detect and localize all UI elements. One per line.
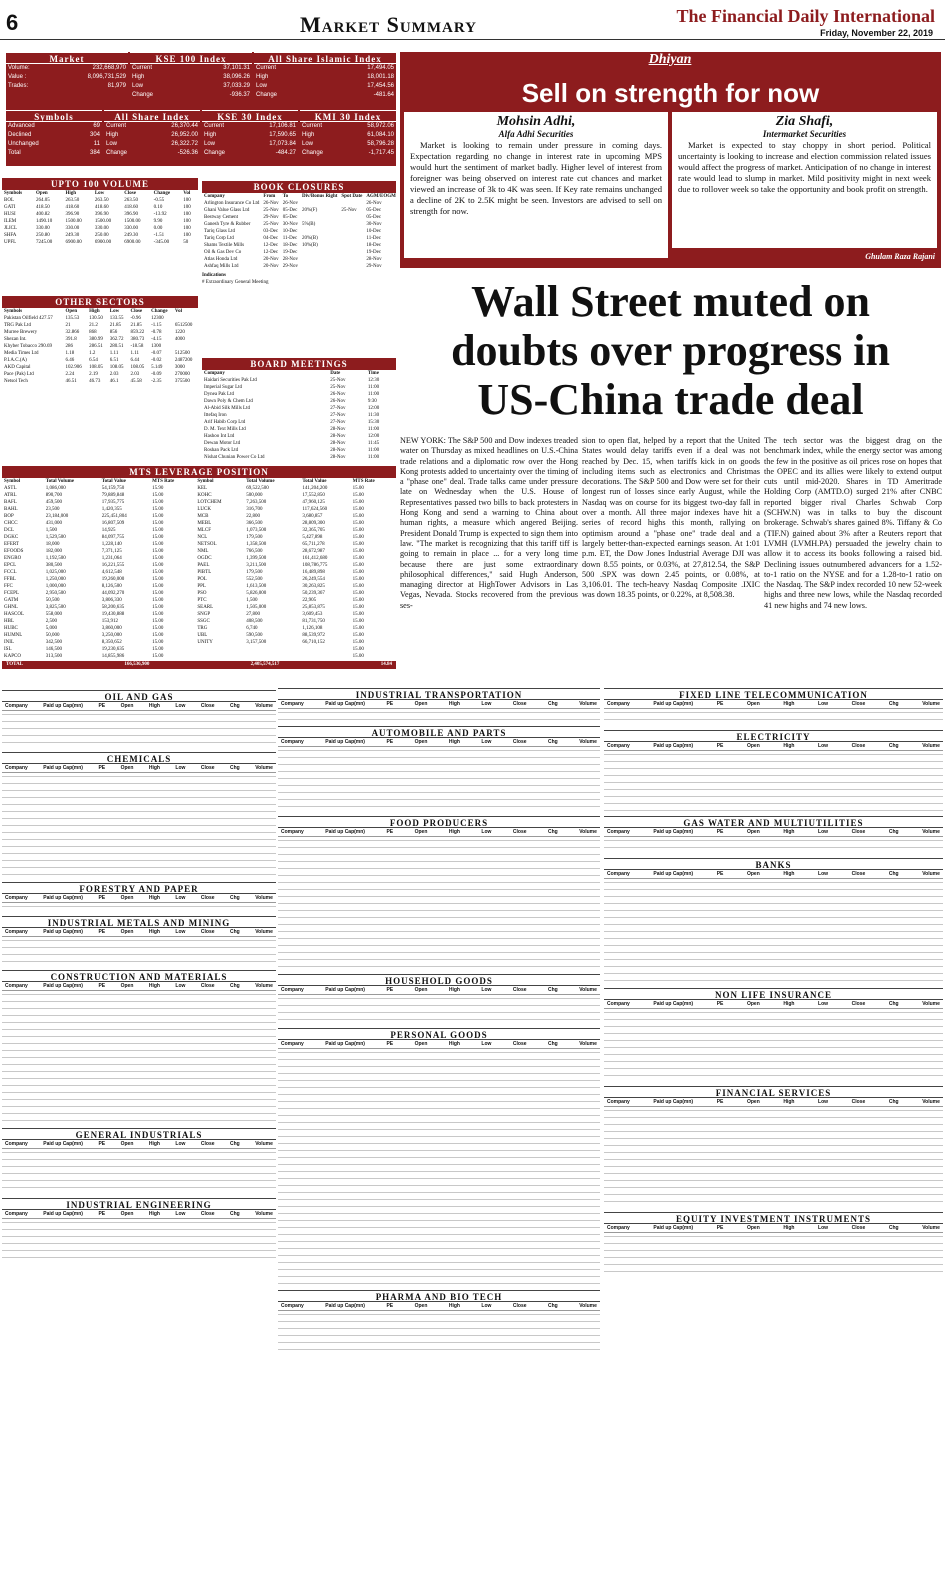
sector-rows xyxy=(604,1009,943,1081)
mts-row: EFOODS 182,000 7,371,125 15.00 NML 766,500 28,672,987 15.00 xyxy=(4,549,364,554)
analyst-1-org: Alfa Adhi Securities xyxy=(498,129,574,139)
board-row: Nishat Chunian Power Co Ltd 28-Nov 11:00 xyxy=(204,455,380,460)
sector-rows xyxy=(278,1049,600,1285)
board-row: Al-Abid Silk Mills Ltd 27-Nov 12:00 xyxy=(204,406,380,411)
other-row: Murree Brewery 32.866 868 856 859.22 -0.78 1220 xyxy=(4,330,185,335)
sector-table xyxy=(604,1212,943,1273)
sector-title: PHARMA AND BIO TECH xyxy=(278,1290,600,1302)
market-title: Market xyxy=(6,52,128,64)
mts-row: GATM 50,500 3,806,330 15.00 PTC 1,500 22,905 15.00 xyxy=(4,598,364,603)
board-row: Hashoo Int Ltd 28-Nov 12:00 xyxy=(204,434,380,439)
sector-column-header: Company Paid up Cap(mn) PE Open High Low Close Chg Volume xyxy=(604,828,943,837)
book-note-2: # Extraordinary General Meeting xyxy=(202,280,269,285)
sector-table xyxy=(278,688,600,721)
analyst-1 xyxy=(404,112,668,258)
board-row: Haidari Securities Pak Ltd 25-Nov 12:30 xyxy=(204,378,380,383)
board-row: Imperial Sugar Ltd 25-Nov 11:00 xyxy=(204,385,380,390)
book-row: Bestway Cement 29-Nov 05-Dec 05-Dec xyxy=(204,215,382,220)
board-row: Ittefaq Iron 27-Nov 11:30 xyxy=(204,413,380,418)
sector-column-header: Company Paid up Cap(mn) PE Open High Low Close Chg Volume xyxy=(278,700,600,709)
sector-table xyxy=(2,1128,276,1193)
sector-column-header: Company Paid up Cap(mn) PE Open High Low Close Chg Volume xyxy=(604,700,943,709)
upto100-row: UPFL 7245.00 6900.00 6900.00 6900.00 -345.00 50 xyxy=(4,240,189,245)
book-row: Ganesh Tyre & Rubber 25-Nov 30-Nov 5%(B) 30-Nov xyxy=(204,222,382,227)
page-header xyxy=(0,0,945,40)
mts-row: HASCOL 558,000 19,430,888 15.00 SNGP 27,800 3,609,453 15.00 xyxy=(4,612,364,617)
analyst-2 xyxy=(672,112,937,248)
other-row: Pace (Pak) Ltd 2.24 2.19 2.03 2.03 -0.09 270000 xyxy=(4,372,190,377)
sector-column-header: Company Paid up Cap(mn) PE Open High Low Close Chg Volume xyxy=(278,828,600,837)
story-headline: Wall Street muted on doubts over progress in US-China trade deal xyxy=(451,276,890,424)
sector-rows xyxy=(278,995,600,1023)
sector-rows xyxy=(2,1149,276,1193)
mts-row: ASTL 1,086,000 54,159,750 15.90 KEL 69,522,500 141,204,200 15.00 xyxy=(4,486,364,491)
sector-rows xyxy=(604,837,943,853)
book-row: Arlington Insurance Co Ltd 26-Nov 26-Nov 26-Nov xyxy=(204,201,382,206)
other-sectors-table: OTHER SECTORS Symbols Open High Low Close Change Vol Pakistan Oilfield 427.57 135.53 130.50 133.55 -0.96 12300 TRG Pak Ltd 21 21.2 21.85 21.85 -1.15 6512500 Murree Brewery 32.866 868 856 859.22 -0.78 1220 Shezan Int. 391.8 380.99 362.72 380.73 -4.15 4000 Khyber Tobacco 290.69 286 286.51 280.51 -18.58 1300 Media Times Ltd 1.18 1.2 1.11 1.11 -0.07 512500 P.I.A.C.(A) 6.46 6.54 6.51 6.44 -0.02 2487200 AKD Capital 102.906 108.05 108.05 108.05 5.149 3000 Pace (Pak) Ltd 2.24 2.19 2.03 2.03 -0.09 270000 Netsol Tech 46.51 46.73 46.1 45.58 -2.35 375500 xyxy=(2,296,198,385)
sector-column-header: Company Paid up Cap(mn) PE Open High Low Close Chg Volume xyxy=(2,928,276,937)
dhiyan-headline: Sell on strength for now xyxy=(521,78,820,108)
sector-column-left xyxy=(2,690,276,1264)
sector-column-header: Company Paid up Cap(mn) PE Open High Low Close Chg Volume xyxy=(604,1098,943,1107)
sector-rows xyxy=(604,879,943,983)
other-row: P.I.A.C.(A) 6.46 6.54 6.51 6.44 -0.02 2487200 xyxy=(4,358,193,363)
mts-row: BAFL 459,500 17,935,775 15.00 LOTCHEM 7,263,500 47,960,125 15.00 xyxy=(4,500,364,505)
sector-title: OIL AND GAS xyxy=(2,690,276,702)
sector-table xyxy=(278,816,600,969)
sector-column-mid xyxy=(278,688,600,1360)
board-meetings-title: BOARD MEETINGS xyxy=(202,358,396,370)
sector-title: FOOD PRODUCERS xyxy=(278,816,600,828)
story-col-3: The tech sector was the biggest drag on the benchmark index, while the energy sector was among the few in the positive as oil prices rose on hopes that the OPEC and its allies were likely to extend output cuts until mid-2020. Shares in TD Ameritrade Holding Corp (AMTD.O) surged 21% after CNBC reported bigger rival Charles Schwab Corp (SCHW.N) was in talks to buy the discount brokerage. Schwab's shares gained 8%. Tiffany & Co (TIF.N) gained about 3% after a Reuters report that LVMH (LVMH.PA) persuaded the jewelry chain to allow it to access its books following a raised bid. Declining issues outnumbered advancers for a 1.52-to-1 ratio on the NYSE and for a 1.28-to-1 ratio on the Nasdaq. The S&P index recorded 10 new 52-week highs and three new lows, while the Nasdaq recorded 41 new highs and 74 new lows. xyxy=(764,436,942,610)
board-row: Dewan Motor Ltd 28-Nov 11:45 xyxy=(204,441,380,446)
sector-rows xyxy=(604,709,943,725)
sector-column-header: Company Paid up Cap(mn) PE Open High Low Close Chg Volume xyxy=(604,742,943,751)
sector-title: PERSONAL GOODS xyxy=(278,1028,600,1040)
kse100-title: KSE 100 Index xyxy=(130,52,252,64)
mts-row: KAPCO 313,500 14,855,986 15.00 15.00 xyxy=(4,654,364,659)
sector-title: FORESTRY AND PAPER xyxy=(2,882,276,894)
sector-table xyxy=(604,988,943,1081)
book-row: Atlas Honda Ltd 20-Nov 28-Nov 28-Nov xyxy=(204,257,382,262)
mts-row: HBL 2,500 153,912 15.00 SSGC 408,500 81,731,750 15.00 xyxy=(4,619,364,624)
sector-column-header: Company Paid up Cap(mn) PE Open High Low Close Chg Volume xyxy=(2,1140,276,1149)
upto100-row: GATI 418.50 418.60 418.60 418.60 0.10 100 xyxy=(4,205,191,210)
sector-table xyxy=(278,1290,600,1355)
sector-title: FINANCIAL SERVICES xyxy=(604,1086,943,1098)
analyst-2-name: Zia Shafi, xyxy=(775,114,834,129)
sector-table xyxy=(278,974,600,1023)
sector-column-header: Company Paid up Cap(mn) PE Open High Low Close Chg Volume xyxy=(278,738,600,747)
analyst-2-org: Intermarket Securities xyxy=(762,129,847,139)
kmi30-title: KMI 30 Index xyxy=(300,110,396,122)
sector-rows xyxy=(278,1311,600,1355)
mts-row: EFERT 18,000 1,228,140 15.00 NETSOL 1,358,500 65,711,278 15.00 xyxy=(4,542,364,547)
symbols-title: Symbols xyxy=(6,110,102,122)
sector-title: EQUITY INVESTMENT INSTRUMENTS xyxy=(604,1212,943,1224)
other-row: AKD Capital 102.906 108.05 108.05 108.05 5.149 3000 xyxy=(4,365,185,370)
sector-column-header: Company Paid up Cap(mn) PE Open High Low Close Chg Volume xyxy=(278,1302,600,1311)
mts-row: DCL 1,500 14,925 15.00 MLCF 1,073,500 32,365,705 15.00 xyxy=(4,528,364,533)
sector-title: GENERAL INDUSTRIALS xyxy=(2,1128,276,1140)
section-title: Market Summary xyxy=(300,12,477,37)
sector-title: INDUSTRIAL METALS AND MINING xyxy=(2,916,276,928)
sector-column-header: Company Paid up Cap(mn) PE Open High Low Close Chg Volume xyxy=(2,702,276,711)
mts-row: EPCL 380,500 16,221,555 15.00 PAEL 3,211,500 108,786,775 15.00 xyxy=(4,563,364,568)
mts-row: ATRL 890,700 79,889,848 15.00 KOHC 500,000 17,552,850 15.00 xyxy=(4,493,364,498)
upto100-row: JLICL 330.00 330.00 330.00 330.00 0.00 100 xyxy=(4,226,191,231)
sector-title: INDUSTRIAL ENGINEERING xyxy=(2,1198,276,1210)
dhiyan-byline: Ghulam Raza Rajani xyxy=(865,252,935,261)
sector-column-header: Company Paid up Cap(mn) PE Open High Low Close Chg Volume xyxy=(604,1224,943,1233)
story-col-2: sion to open flat, helped by a report that the United States would delay tariffs even if a deal was not reached by Dec. 15, when tariffs kick in on goods including items such as electronics and Christmas decorations. The S&P 500 and Dow were set for their longest run of losses since early August, while the Nasdaq was on course for its biggest two-day fall in over a month. All three major indexes have hit a series of record highs this month, rallying on optimism around a "phase one" trade deal and a largely better-than-expected earnings season. At 1:01 p.m. ET, the Dow Jones Industrial Average DJI was down 8.55 points, or 0.03%, at 27,812.54, the S&P 500 .SPX was down 2.45 points, or 0.08%, at 3,106.01. The tech-heavy Nasdaq Composite .IXIC was down 18.35 points, or 0.22%, at 8,508.38. xyxy=(582,436,760,600)
sector-rows xyxy=(604,751,943,811)
sector-column-header: Company Paid up Cap(mn) PE Open High Low Close Chg Volume xyxy=(278,1040,600,1049)
other-row: TRG Pak Ltd 21 21.2 21.85 21.85 -1.15 6512500 xyxy=(4,323,193,328)
sector-column-header: Company Paid up Cap(mn) PE Open High Low Close Chg Volume xyxy=(2,1210,276,1219)
mts-row: FCCL 1,025,000 4,612,548 15.00 PIBTL 179,500 16,489,898 15.00 xyxy=(4,570,364,575)
upto100-row: SHFA 250.80 249.30 250.00 249.30 -1.51 100 xyxy=(4,233,191,238)
upto100-table: UPTO 100 VOLUME Symbols Open High Low Close Change Vol BOL 264.05 263.50 263.50 263.50 -0.55 100 GATI 418.50 418.60 418.60 418.60 0.10 100 HUSI 400.82 396.90 396.90 396.90 -13.92 100 ILEM 1490.10 1500.00 1500.00 1500.00 9.90 100 JLICL 330.00 330.00 330.00 330.00 0.00 100 SHFA 250.80 249.30 250.00 249.30 -1.51 100 UPFL 7245.00 6900.00 6900.00 6900.00 -345.00 50 xyxy=(2,178,198,246)
issue-date: Friday, November 22, 2019 xyxy=(820,28,933,38)
mts-row: HUMNL 50,000 3,250,000 15.00 UBL 590,500 88,539,972 15.00 xyxy=(4,633,364,638)
sector-column-header: Company Paid up Cap(mn) PE Open High Low Close Chg Volume xyxy=(604,870,943,879)
sector-table xyxy=(2,916,276,965)
allshare-islamic-title: All Share Islamic Index xyxy=(254,52,396,64)
book-row: Oil & Gas Dev Co 12-Dec 19-Dec 19-Dec xyxy=(204,250,382,255)
analyst-1-text: Market is looking to remain under pressure in coming days. Expectation regarding no change in interest rate in upcoming MPS would hurt the sentiment of market badly. Higher level of interest from foreigner was being observed on interest rate cut chances and market viewed an increase of 3k to 4K was seen. If Key rate remains unchanged a decline of 2K to 2.5K might be seen. Investors are advised to sell on strength for now. xyxy=(410,140,662,216)
upto100-row: BOL 264.05 263.50 263.50 263.50 -0.55 100 xyxy=(4,198,191,203)
sector-title: HOUSEHOLD GOODS xyxy=(278,974,600,986)
sector-title: CHEMICALS xyxy=(2,752,276,764)
kse30-title: KSE 30 Index xyxy=(202,110,298,122)
mts-row: CHCC 431,000 16,807,509 15.00 MEBL 366,500 28,809,300 15.00 xyxy=(4,521,364,526)
sector-table xyxy=(278,1028,600,1285)
board-row: Dawn Poly & Chem Ltd 26-Nov 9:30 xyxy=(204,399,377,404)
story-col-1: NEW YORK: The S&P 500 and Dow indexes treaded water on Thursday as mixed headlines on U.S.-China trade relations and a diplomatic row over the Hong Kong protests added to uncertainty over the timing of a "phase one" deal. Trade talks came under pressure late on Wednesday when the U.S. House of Representatives passed two bills to back protesters in Hong Kong and send a warning to China about human rights, a measure which angered Beijing. President Donald Trump is expected to sign them into law. "The market is recognizing that this tariff tiff is going to remain in place ... for a very long time because there are just some extraordinary philosophical differences," said Hugh Anderson, managing director at HighTower Advisors in Las Vegas, Nevada. Stocks recovered from the previous ses- xyxy=(400,436,578,610)
sector-column-header: Company Paid up Cap(mn) PE Open High Low Close Chg Volume xyxy=(2,982,276,991)
dhiyan-label: Dhiyan xyxy=(648,52,692,67)
page-number: 6 xyxy=(6,10,19,35)
sector-rows xyxy=(278,709,600,721)
mts-row: INIL 342,500 8,350,652 15.00 UNITY 3,157,500 66,710,152 15.00 xyxy=(4,640,364,645)
mts-row: GHNL 3,825,500 58,200,635 15.00 SEARL 1,505,000 25,853,875 15.00 xyxy=(4,605,364,610)
sector-rows xyxy=(278,837,600,969)
sector-table xyxy=(604,730,943,811)
sector-title: ELECTRICITY xyxy=(604,730,943,742)
sector-title: AUTOMOBILE AND PARTS xyxy=(278,726,600,738)
sector-title: CONSTRUCTION AND MATERIALS xyxy=(2,970,276,982)
sector-table xyxy=(604,816,943,853)
board-meetings-table: BOARD MEETINGS Company Date Time Haidari Securities Pak Ltd 25-Nov 12:30 Imperial Sugar Ltd 25-Nov 11:00 Dynea Pak Ltd 26-Nov 11:00 Dawn Poly & Chem Ltd 26-Nov 9:30 Al-Abid Silk Mills Ltd 27-Nov 12:00 Ittefaq Iron 27-Nov 11:30 Arif Habib Corp Ltd 27-Nov 15:30 D. M. Text Mills Ltd 28-Nov 11:00 Hashoo Int Ltd 28-Nov 12:00 Dewan Motor Ltd 28-Nov 11:45 Roshan Pack Ltd 28-Nov 11:00 Nishat Chunian Power Co Ltd 28-Nov 11:00 xyxy=(202,358,396,461)
masthead: The Financial Daily International xyxy=(676,6,935,26)
sector-rows xyxy=(2,1219,276,1259)
mts-total-row: TOTAL 166,536,900 2,405,574,517 14.84 xyxy=(2,661,396,669)
sector-title: FIXED LINE TELECOMMUNICATION xyxy=(604,688,943,700)
board-row: Dynea Pak Ltd 26-Nov 11:00 xyxy=(204,392,380,397)
mts-row: FFC 1,000,000 8,126,500 15.00 PPL 1,613,500 30,263,825 15.00 xyxy=(4,584,364,589)
sector-table xyxy=(2,1198,276,1259)
market-index-panel: Market Volume: 232,668,970 Value : 8,096,731,529 Trades: 81,979 KSE 100 Index Current 37,101.31 High 38,096.26 Low 37,033.29 Change -936.37 All Share Islamic Index Current 17,494.05 High 18,001.18 Low 17,454.56 Change -481.64 Symbols Advanced 69 Declined 304 Unchanged 11 Total 384 All Share Index Current 26,370.44 High 26,952.00 Low 26,322.72 Change -526.36 KSE 30 Index Current 17,106.81 High 17,590.65 Low 17,073.84 Change -484.27 KMI 30 Index Current 58,972.06 High 61,084.10 Low 58,796.28 Change -1,717.45 xyxy=(6,52,396,166)
other-row: Media Times Ltd 1.18 1.2 1.11 1.11 -0.07 512500 xyxy=(4,351,190,356)
sector-rows xyxy=(2,937,276,965)
sector-table xyxy=(2,970,276,1123)
sector-table xyxy=(278,726,600,811)
sector-column-header: Company Paid up Cap(mn) PE Open High Low Close Chg Volume xyxy=(2,764,276,773)
other-sectors-title: OTHER SECTORS xyxy=(2,296,198,308)
mts-row: FFBL 1,250,000 19,260,000 15.00 POL 552,500 26,249,554 15.00 xyxy=(4,577,364,582)
other-row: Shezan Int. 391.8 380.99 362.72 380.73 -4.15 4000 xyxy=(4,337,185,342)
mts-title: MTS LEVERAGE POSITION xyxy=(2,466,396,478)
sector-table xyxy=(2,690,276,747)
other-row: Netsol Tech 46.51 46.73 46.1 45.58 -2.35 375500 xyxy=(4,379,190,384)
book-row: Ghani Value Glass Ltd 25-Nov 05-Dec 20%(F) 25-Nov 05-Dec xyxy=(204,208,382,213)
sector-rows xyxy=(2,991,276,1123)
book-row: Tariq Glass Ltd 03-Dec 10-Dec 10-Dec xyxy=(204,229,382,234)
sector-column-header: Company Paid up Cap(mn) PE Open High Low Close Chg Volume xyxy=(2,894,276,903)
mts-row: BAHL 23,500 1,420,355 15.00 LUCK 316,700 117,624,560 15.00 xyxy=(4,507,364,512)
sector-title: INDUSTRIAL TRANSPORTATION xyxy=(278,688,600,700)
sector-table xyxy=(2,752,276,877)
allshare-title: All Share Index xyxy=(104,110,200,122)
mts-row: HUBC 5,000 3,860,000 15.00 TRG 6,740 1,126,108 15.00 xyxy=(4,626,364,631)
mts-row: ENGRO 1,192,500 1,231,064 15.00 OGDC 1,399,500 161,412,680 15.00 xyxy=(4,556,364,561)
analyst-1-name: Mohsin Adhi, xyxy=(496,114,576,129)
sector-rows xyxy=(604,1107,943,1207)
sector-rows xyxy=(2,903,276,911)
sector-rows xyxy=(604,1233,943,1273)
mts-row: ISL 146,500 19,230,635 15.00 15.00 xyxy=(4,647,364,652)
sector-rows xyxy=(278,747,600,811)
book-row: Shams Textile Mills 12-Dec 18-Dec 10%(B) 18-Dec xyxy=(204,243,382,248)
sector-table xyxy=(604,688,943,725)
mts-leverage-table: MTS LEVERAGE POSITION Symbol Total Volume Total Value MTS Rate Symbol Total Volume Total Value MTS Rate ASTL 1,086,000 54,159,750 15.90 KEL 69,522,500 141,204,200 15.00 ATRL 890,700 79,889,848 15.00 KOHC 500,000 17,552,850 15.00 BAFL 459,500 17,935,775 15.00 LOTCHEM 7,263,500 47,960,125 15.00 BAHL 23,500 1,420,355 15.00 LUCK 316,700 117,624,560 15.00 BOP 23,184,000 225,451,804 15.00 MCB 22,800 3,680,857 15.00 CHCC 431,000 16,807,509 15.00 MEBL 366,500 28,809,300 15.00 DCL 1,500 14,925 15.00 MLCF 1,073,500 32,365,705 15.00 DGKC 1,529,500 84,097,755 15.00 NCL 179,500 5,427,898 15.00 EFERT 18,000 1,228,140 15.00 NETSOL 1,358,500 65,711,278 15.00 EFOODS 182,000 7,371,125 15.00 NML 766,500 28,672,987 15.00 ENGRO 1,192,500 1,231,064 15.00 OGDC 1,399,500 161,412,680 15.00 EPCL 380,500 16,221,555 15.00 PAEL 3,211,500 108,786,775 15.00 FCCL 1,025,000 4,612,548 15.00 PIBTL 179,500 16,489,898 15.00 FFBL 1,250,000 19,260,000 15.00 POL 552,500 26,249,554 15.00 FFC 1,000,000 8,126,500 15.00 PPL 1,613,500 30,263,825 15.00 FCEPL 2,950,500 44,092,270 15.00 PSO 5,826,000 50,239,367 15.00 GATM 50,500 3,806,330 15.00 PTC 1,500 22,905 15.00 GHNL 3,825,500 58,200,635 15.00 SEARL 1,505,000 25,853,875 15.00 HASCOL 558,000 19,430,888 15.00 SNGP 27,800 3,609,453 15.00 HBL 2,500 153,912 15.00 SSGC 408,500 81,731,750 15.00 HUBC 5,000 3,860,000 15.00 TRG 6,740 1,126,108 15.00 HUMNL 50,000 3,250,000 15.00 UBL 590,500 88,539,972 15.00 INIL 342,500 8,350,652 15.00 UNITY 3,157,500 66,710,152 15.00 ISL 146,500 19,230,635 15.00 15.00 KAPCO 313,500 14,855,986 15.00 15.00 TOTAL 166,536,900 2,405,574,517 14.84 xyxy=(2,466,396,669)
sector-column-right xyxy=(604,688,943,1278)
analyst-2-text: Market is expected to stay choppy in short period. Political uncertainty is looking to increase and election commission related issues would affect the progress of market. Anticipation of no change in interest rate would lead to slump in market. Mild positivity might in next week due to rollover week so take the opportunity and book profit on strength. xyxy=(678,140,931,194)
sector-table xyxy=(604,858,943,983)
sector-table xyxy=(2,882,276,911)
upto100-row: ILEM 1490.10 1500.00 1500.00 1500.00 9.90 100 xyxy=(4,219,191,224)
board-row: Arif Habib Corp Ltd 27-Nov 15:30 xyxy=(204,420,380,425)
sector-table xyxy=(604,1086,943,1207)
board-row: Roshan Pack Ltd 28-Nov 11:00 xyxy=(204,448,380,453)
upto100-title: UPTO 100 VOLUME xyxy=(2,178,198,190)
other-row: Khyber Tobacco 290.69 286 286.51 280.51 -18.58 1300 xyxy=(4,344,162,349)
sector-title: GAS WATER AND MULTIUTILITIES xyxy=(604,816,943,828)
other-row: Pakistan Oilfield 427.57 135.53 130.50 133.55 -0.96 12300 xyxy=(4,316,164,321)
story-headline-wrap xyxy=(400,274,941,426)
mts-row: BOP 23,184,000 225,451,804 15.00 MCB 22,800 3,680,857 15.00 xyxy=(4,514,364,519)
book-note-1: Indications xyxy=(202,273,226,278)
book-row: Tariq Corp Ltd 04-Dec 11-Dec 20%(B) 11-Dec xyxy=(204,236,381,241)
sector-title: NON LIFE INSURANCE xyxy=(604,988,943,1000)
board-row: D. M. Text Mills Ltd 28-Nov 11:00 xyxy=(204,427,380,432)
dhiyan-box xyxy=(400,52,941,268)
mts-row: FCEPL 2,950,500 44,092,270 15.00 PSO 5,826,000 50,239,367 15.00 xyxy=(4,591,364,596)
sector-rows xyxy=(2,773,276,877)
sector-column-header: Company Paid up Cap(mn) PE Open High Low Close Chg Volume xyxy=(604,1000,943,1009)
mts-row: DGKC 1,529,500 84,097,755 15.00 NCL 179,500 5,427,898 15.00 xyxy=(4,535,364,540)
book-closures-table: BOOK CLOSURES Company From To Div/Bonus Right Spot Date AGM/EOGM Arlington Insurance Co Ltd 26-Nov 26-Nov 26-Nov Ghani Value Glass Ltd 25-Nov 05-Dec 20%(F) 25-Nov 05-Dec Bestway Cement 29-Nov 05-Dec 05-Dec Ganesh Tyre & Rubber 25-Nov 30-Nov 5%(B) 30-Nov Tariq Glass Ltd 03-Dec 10-Dec 10-Dec Tariq Corp Ltd 04-Dec 11-Dec 20%(B) 11-Dec Shams Textile Mills 12-Dec 18-Dec 10%(B) 18-Dec Oil & Gas Dev Co 12-Dec 19-Dec 19-Dec Atlas Honda Ltd 20-Nov 28-Nov 28-Nov Ashfaq Mills Ltd 20-Nov 29-Nov 29-Nov Indications # Extraordinary General Meeting xyxy=(202,182,396,285)
book-closures-title: BOOK CLOSURES xyxy=(202,181,396,193)
sector-column-header: Company Paid up Cap(mn) PE Open High Low Close Chg Volume xyxy=(278,986,600,995)
upto100-row: HUSI 400.82 396.90 396.90 396.90 -13.92 100 xyxy=(4,212,191,217)
book-row: Ashfaq Mills Ltd 20-Nov 29-Nov 29-Nov xyxy=(204,264,382,269)
sector-title: BANKS xyxy=(604,858,943,870)
sector-rows xyxy=(2,711,276,747)
